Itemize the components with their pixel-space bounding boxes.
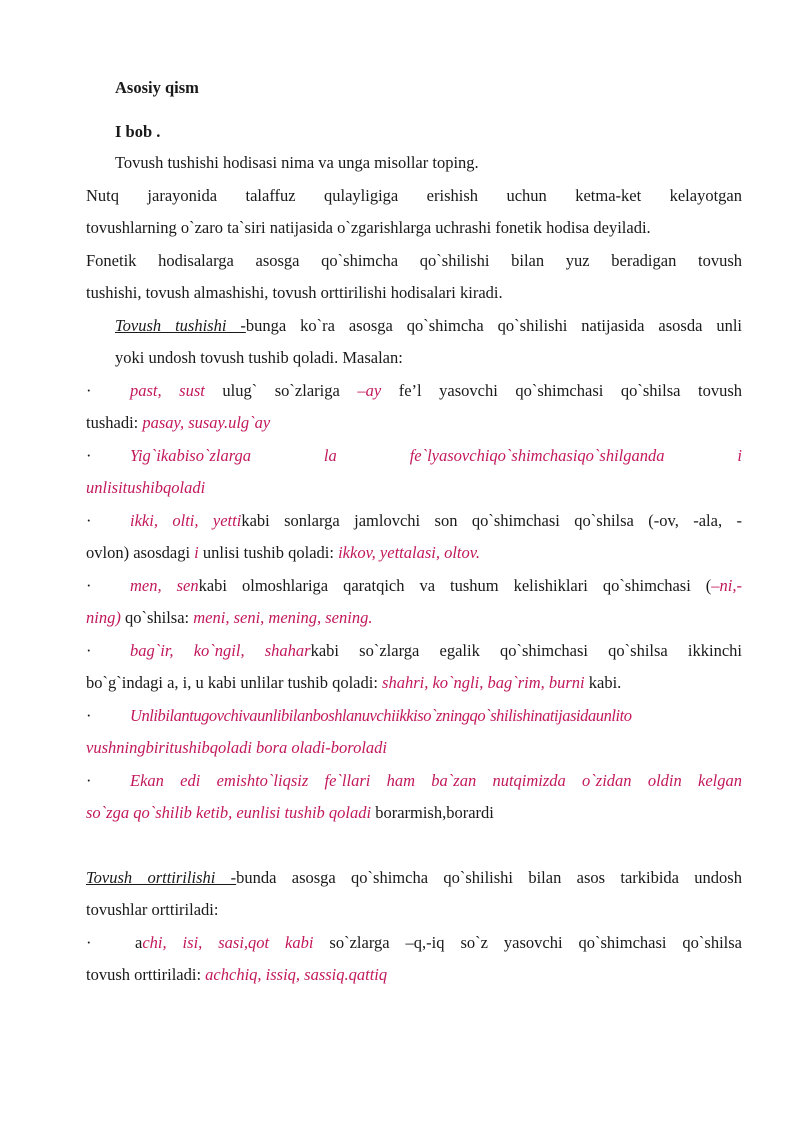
bullet-5-line-1: [130, 641, 742, 661]
term-tovush-orttirilishi: Tovush orttirilishi -: [86, 868, 237, 887]
example-words: achchiq, issiq, sassiq.qattiq: [205, 965, 388, 984]
bullet-4-line-1: [130, 576, 742, 596]
intro-line-1: Nutq jarayonida talaffuz qulayligiga erishish uchun ketma-ket kelayotgan: [86, 186, 742, 205]
bullet-text: borarmish,borardi: [371, 803, 494, 822]
chapter-heading: I bob .: [115, 122, 161, 141]
term-tovush-tushishi: Tovush tushishi -: [115, 316, 246, 335]
example-words: past, sust: [130, 381, 205, 400]
example-words: men, sen: [130, 576, 199, 595]
bullet-3-line-2: [86, 543, 742, 563]
suffix: –ni,-: [711, 576, 742, 595]
bullet-8-line-2: [86, 965, 742, 985]
bullet-text: unlisi tushib qoladi:: [198, 543, 339, 562]
bullet-8-line-1: [135, 933, 742, 953]
bullet-1-line-2: [86, 413, 742, 433]
bullet-dot: ·: [86, 511, 92, 530]
bullet-5-line-2: [86, 673, 742, 693]
bullet-2-line-2: unlisitushibqoladi: [86, 478, 206, 497]
bullet-7-line-1: Ekan edi emishto`liqsiz fe`llari ham ba`zan nutqimizda o`zidan oldin kelgan: [130, 771, 742, 790]
example-words: meni, seni, mening, sening.: [193, 608, 373, 627]
example-words: bag`ir, ko`ngil, shahar: [130, 641, 311, 660]
bullet-text: kabi sonlarga jamlovchi son qo`shimchasi qo`shilsa (-ov, -ala, -: [241, 511, 743, 530]
definition-text: bunga ko`ra asosga qo`shimcha qo`shilishi natijasida asosda unli: [245, 316, 743, 335]
intro-line-4: tushishi, tovush almashishi, tovush orttirilishi hodisalari kiradi.: [86, 283, 503, 302]
definition-line-2: yoki undosh tovush tushib qoladi. Masalan:: [115, 348, 403, 367]
bullet-text: kabi.: [584, 673, 622, 692]
definition2-line-1: [86, 868, 742, 888]
bullet-1-line-1: [130, 381, 742, 401]
bullet-2-line-1: Yig`ikabiso`zlarga la fe`lyasovchiqo`shimchasiqo`shilganda i: [130, 446, 742, 465]
suffix: ning): [86, 608, 121, 627]
intro-line-2: tovushlarning o`zaro ta`siri natijasida o`zgarishlarga uchrashi fonetik hodisa deyiladi.: [86, 218, 651, 237]
bullet-dot: ·: [86, 446, 92, 465]
question-text: Tovush tushishi hodisasi nima va unga misollar toping.: [115, 153, 479, 172]
example-words: ikki, olti, yetti: [130, 511, 242, 530]
bullet-text: tushadi:: [86, 413, 143, 432]
bullet-dot: ·: [86, 381, 92, 400]
bullet-text: ulug` so`zlariga: [204, 381, 358, 400]
intro-line-3: Fonetik hodisalarga asosga qo`shimcha qo`shilishi bilan yuz beradigan tovush: [86, 251, 742, 270]
example-words: so`zga qo`shilib ketib, eunlisi tushib qoladi: [86, 803, 372, 822]
definition2-line-2: tovushlar orttiriladi:: [86, 900, 219, 919]
bullet-text: so`zlarga –q,-iq so`z yasovchi qo`shimchasi qo`shilsa: [313, 933, 742, 952]
section-heading: Asosiy qism: [115, 78, 199, 97]
bullet-6-line-1: Unlibilantugovchivaunlibilanboshlanuvchiikkiso`zningqo`shilishinatijasidaunlito: [130, 706, 632, 725]
bullet-text: kabi so`zlarga egalik qo`shimchasi qo`shilsa ikkinchi: [310, 641, 742, 660]
bullet-text: fe’l yasovchi qo`shimchasi qo`shilsa tovush: [381, 381, 742, 400]
bullet-text: bo`g`indagi a, i, u kabi unlilar tushib qoladi:: [86, 673, 383, 692]
definition-text: bunda asosga qo`shimcha qo`shilishi bilan asos tarkibida undosh: [236, 868, 742, 887]
vowel: i: [194, 543, 199, 562]
definition-line-1: [115, 316, 742, 336]
bullet-dot: ·: [86, 933, 92, 952]
bullet-text: ovlon) asosdagi: [86, 543, 195, 562]
bullet-text: a: [135, 933, 143, 952]
bullet-text: qo`shilsa:: [120, 608, 194, 627]
example-words: ikkov, yettalasi, oltov.: [338, 543, 480, 562]
example-words: pasay, susay.ulg`ay: [142, 413, 271, 432]
bullet-dot: ·: [86, 576, 92, 595]
example-words: chi, isi, sasi,qot kabi: [142, 933, 314, 952]
bullet-dot: ·: [86, 706, 92, 725]
bullet-3-line-1: [130, 511, 742, 531]
bullet-text: tovush orttiriladi:: [86, 965, 206, 984]
suffix: –ay: [357, 381, 382, 400]
bullet-text: kabi olmoshlariga qaratqich va tushum kelishiklari qo`shimchasi (: [198, 576, 712, 595]
bullet-6-line-2: vushningbiritushibqoladi bora oladi-boroladi: [86, 738, 387, 757]
example-words: shahri, ko`ngli, bag`rim, burni: [382, 673, 585, 692]
bullet-dot: ·: [86, 771, 92, 790]
bullet-dot: ·: [86, 641, 92, 660]
bullet-4-line-2: [86, 608, 742, 628]
bullet-7-line-2: [86, 803, 742, 823]
